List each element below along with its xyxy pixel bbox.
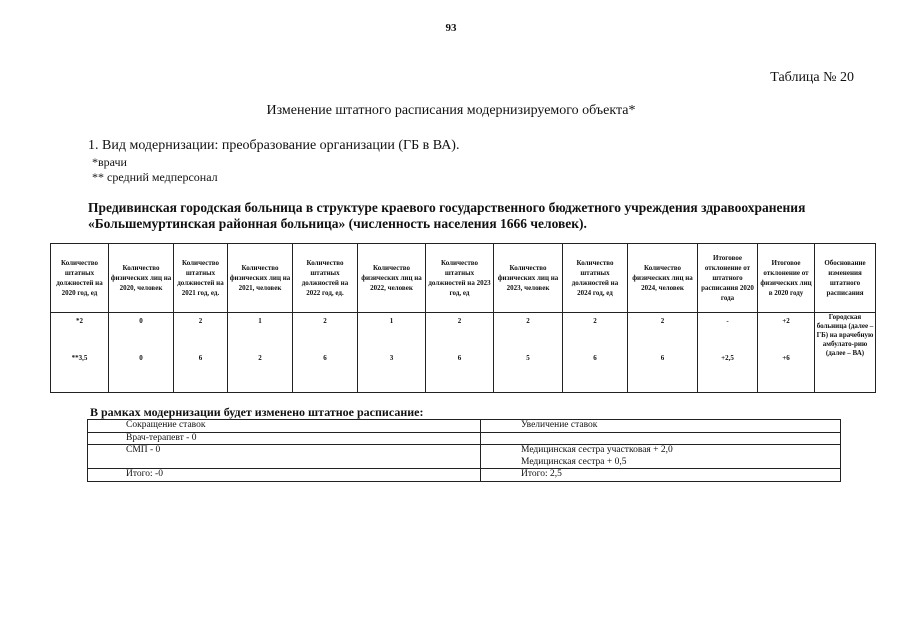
header-cell: Количество штатных должностей на 2021 год, ед. <box>174 244 228 313</box>
value-cell <box>51 313 109 393</box>
header-cell: Количество физических лиц на 2024, человек <box>628 244 698 313</box>
value-nurses: 6 <box>198 354 203 362</box>
header-cell: Количество физических лиц на 2022, человек <box>358 244 426 313</box>
value-doctors: - <box>726 317 729 325</box>
note-nurses: ** средний медперсонал <box>92 170 218 184</box>
staff-changes-row <box>88 445 841 469</box>
value-nurses: 6 <box>457 354 462 362</box>
header-cell: Количество физических лиц на 2023, человек <box>494 244 563 313</box>
value-doctors: 2 <box>660 317 665 325</box>
value-nurses: 0 <box>139 354 143 362</box>
staff-changes-header <box>88 420 841 433</box>
increase-cell <box>481 432 841 445</box>
reason-cell: Городская больница (далее –ГБ) на врачебную амбулато-рию (далее – ВА) <box>815 313 876 393</box>
staffing-table-header <box>51 244 876 313</box>
value-nurses: **3,5 <box>71 354 88 362</box>
staffing-table-row <box>51 313 876 393</box>
value-doctors: 2 <box>457 317 462 325</box>
value-cell <box>426 313 494 393</box>
value-cell <box>109 313 174 393</box>
value-doctors: +2 <box>782 317 790 325</box>
value-nurses: +6 <box>782 354 790 362</box>
value-cell <box>293 313 358 393</box>
header-cell: Количество штатных должностей на 2024 год, ед <box>563 244 628 313</box>
header-cell: Количество штатных должностей на 2020 год, ед <box>51 244 109 313</box>
value-doctors: 0 <box>139 317 143 325</box>
value-nurses: 3 <box>389 354 394 362</box>
header-cell: Количество штатных должностей на 2023 год, ед <box>426 244 494 313</box>
hospital-description <box>88 200 858 232</box>
increase-cell <box>481 445 841 469</box>
value-cell <box>628 313 698 393</box>
value-doctors: 2 <box>323 317 327 325</box>
staffing-table <box>50 243 876 393</box>
value-doctors: *2 <box>76 317 83 325</box>
value-nurses: 6 <box>660 354 665 362</box>
hospital-line-1: Предивинская городская больница в структуре краевого государственного бюджетного учреждения здравоохранения <box>88 200 806 215</box>
reduction-cell: Врач-терапевт - 0 <box>88 432 481 445</box>
value-nurses: 6 <box>593 354 597 362</box>
value-cell <box>698 313 758 393</box>
value-doctors: 1 <box>389 317 394 325</box>
value-doctors: 2 <box>593 317 597 325</box>
value-cell <box>563 313 628 393</box>
value-cell <box>228 313 293 393</box>
hospital-line-2: «Большемуртинская районная больница» (численность населения 1666 человек). <box>88 216 587 231</box>
value-doctors: 1 <box>258 317 262 325</box>
within-title: В рамках модернизации будет изменено штатное расписание: <box>90 405 424 419</box>
value-nurses: 5 <box>526 354 530 362</box>
modernization-type: 1. Вид модернизации: преобразование организации (ГБ в ВА). <box>88 138 460 153</box>
header-cell: Итоговое отклонение от физических лиц в 2020 году <box>758 244 815 313</box>
increase-line: Медицинская сестра участковая + 2,0 <box>521 445 673 455</box>
increase-header: Увеличение ставок <box>481 420 841 433</box>
page-number: 93 <box>445 22 457 34</box>
header-cell: Количество штатных должностей на 2022 год, ед. <box>293 244 358 313</box>
reduction-total: Итого: -0 <box>88 469 481 482</box>
increase-total: Итого: 2,5 <box>481 469 841 482</box>
increase-line: Медицинская сестра + 0,5 <box>521 456 627 467</box>
header-cell: Количество физических лиц на 2021, человек <box>228 244 293 313</box>
value-cell <box>358 313 426 393</box>
staff-changes-row <box>88 432 841 445</box>
value-doctors: 2 <box>526 317 530 325</box>
note-doctors: *врачи <box>92 155 127 169</box>
staff-changes-table <box>87 419 841 482</box>
header-cell: Обоснование изменения штатного расписания <box>815 244 876 313</box>
header-cell: Количество физических лиц на 2020, человек <box>109 244 174 313</box>
value-cell <box>494 313 563 393</box>
reduction-header: Сокращение ставок <box>88 420 481 433</box>
value-nurses: +2,5 <box>721 354 734 362</box>
value-cell <box>758 313 815 393</box>
value-nurses: 6 <box>323 354 327 362</box>
header-cell: Итоговое отклонение от штатного расписания 2020 года <box>698 244 758 313</box>
document-title: Изменение штатного расписания модернизируемого объекта* <box>266 103 636 118</box>
value-doctors: 2 <box>198 317 203 325</box>
reduction-cell: СМП - 0 <box>88 445 481 469</box>
value-nurses: 2 <box>258 354 262 362</box>
staff-changes-total-row <box>88 469 841 482</box>
table-number: Таблица № 20 <box>770 70 854 85</box>
value-cell <box>174 313 228 393</box>
